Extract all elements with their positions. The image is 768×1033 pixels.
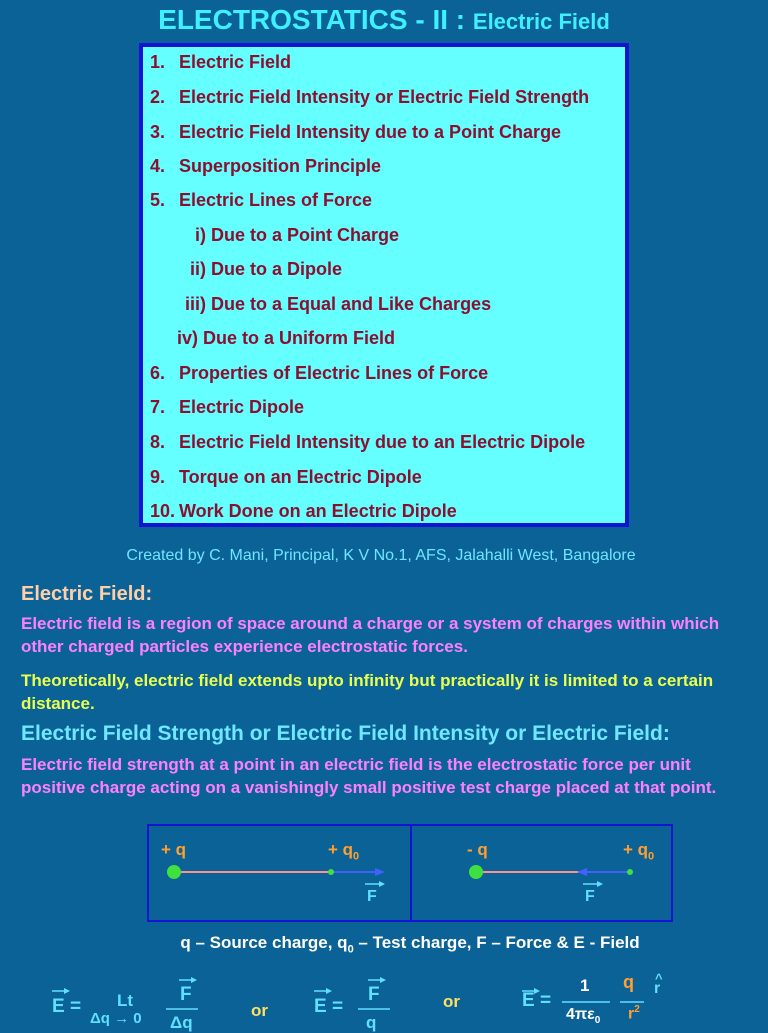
toc-subitem: i) Due to a Point Charge [195,225,400,245]
formula-r-squared: $r^2$ [628,1004,640,1023]
force-arrowhead-right [577,868,587,876]
toc-item: 4. Superposition Principle [150,156,382,176]
toc-item: 2. Electric Field Intensity or Electric Field Strength [150,87,590,107]
field-strength-heading: Electric Field Strength or Electric Field Intensity or Electric Field: [21,722,670,745]
toc-item: 1. Electric Field [150,52,292,72]
charge-diagram [147,824,673,922]
or-label: or [251,1001,268,1020]
toc-item: 10. Work Done on an Electric Dipole [150,501,457,521]
formula-denominator: Δq [170,1013,193,1032]
caret-icon: ^ [655,971,663,986]
source-charge-left [167,865,181,879]
vector-arrowhead-icon [64,988,70,994]
toc-item: 6. Properties of Electric Lines of Force [150,363,489,383]
electric-field-definition: Electric field is a region of space around a charge or a system of charges within which other charged particles experience electrostatic forces. [21,614,720,656]
formula-four-pi-epsilon: $4\pi\varepsilon_0$ [566,1006,601,1027]
toc-subitem: iv) Due to a Uniform Field [177,328,396,348]
formula-limit: Δq → 0 [90,1010,142,1027]
formula-one: 1 [580,976,590,995]
contents-box [139,43,629,527]
toc-item: 8. Electric Field Intensity due to an Electric Dipole [150,432,586,452]
formula-numerator: F [368,984,380,1005]
force-arrowhead-left [375,868,385,876]
formula-denominator: q [366,1013,377,1032]
source-charge-right [469,865,483,879]
formula-r-hat: ^ r [654,971,663,997]
field-strength-definition: Electric field strength at a point in an electric field is the electrostatic force per unit positive charge acting on a vanishingly small positive test charge placed at that point. [21,755,717,797]
toc-subitem: ii) Due to a Dipole [190,259,343,279]
test-charge-left [328,869,334,875]
author-credit: Created by C. Mani, Principal, K V No.1, AFS, Jalahalli West, Bangalore [126,547,636,564]
symbol-legend: q – Source charge, $q_0$ – Test charge, F – Force & E - Field [180,933,640,956]
toc-item: 9. Torque on an Electric Dipole [150,467,422,487]
formula-e-lhs: E = [522,990,552,1011]
electric-field-theory: Theoretically, electric field extends upto infinity but practically it is limited to a certain distance. [21,671,714,713]
test-charge-label-right: + $q_0$ [623,840,655,863]
vector-arrowhead-icon [191,977,197,983]
formula-e-lhs: E = [314,996,344,1017]
toc-subitem: iii) Due to a Equal and Like Charges [185,294,492,314]
vector-arrowhead-icon [597,881,603,887]
force-label-right: F [585,888,595,905]
page-title [0,4,768,36]
formula-numerator: F [180,984,192,1005]
vector-arrowhead-icon [379,881,385,887]
title-main: ELECTROSTATICS - II : [158,4,473,35]
test-charge-right [627,869,633,875]
test-charge-label-left: + $q_0$ [328,840,360,863]
formula-e-lhs: E = [52,996,82,1017]
toc-item: 7. Electric Dipole [150,397,305,417]
vector-arrowhead-icon [380,977,386,983]
source-charge-label-right: - q [467,840,488,859]
formula-limit-lt: Lt [117,991,134,1010]
electric-field-heading: Electric Field: [21,583,153,605]
formula-q: q [623,972,634,992]
toc-item: 3. Electric Field Intensity due to a Point Charge [150,122,562,142]
or-label: or [443,992,460,1011]
source-charge-label-left: + q [161,840,187,859]
force-label-left: F [367,888,377,905]
title-sub: Electric Field [472,9,610,34]
toc-item: 5. Electric Lines of Force [150,190,373,210]
vector-arrowhead-icon [326,988,332,994]
